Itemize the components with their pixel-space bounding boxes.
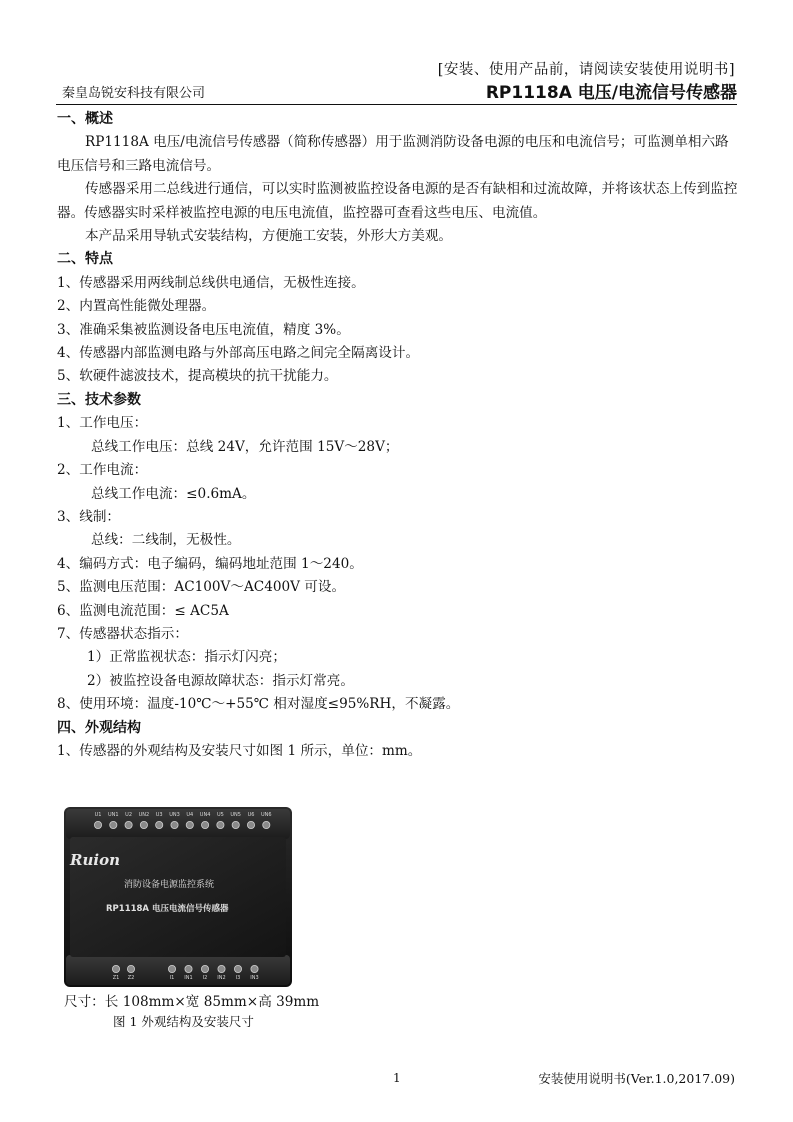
terminal-label: UN4 [199,812,211,818]
section-heading-appearance: 四、外观结构 [57,719,141,736]
spec-detail: 总线工作电压：总线 24V，允许范围 15V～28V； [91,438,399,455]
terminal-label: Z2 [127,975,135,981]
appearance-line: 1、传感器的外观结构及安装尺寸如图 1 所示，单位：mm。 [57,742,422,759]
feature-item: 1、传感器采用两线制总线供电通信，无极性连接。 [57,274,365,291]
terminal-label: IN2 [217,975,226,981]
terminal-screw [202,821,209,828]
spec-line: 8、使用环境：温度-10℃～+55℃ 相对湿度≤95%RH，不凝露。 [57,696,460,713]
spec-line: 5、监测电压范围：AC100V～AC400V 可设。 [57,579,346,596]
document-body [57,108,739,763]
terminal-screw [156,821,163,828]
spec-detail: 2）被监控设备电源故障状态：指示灯常亮。 [87,672,354,689]
section-heading-overview: 一、概述 [57,111,113,127]
terminal-label: U4 [186,812,194,818]
terminal-screw [186,821,193,828]
terminal-screw [112,965,119,972]
spec-detail: 总线：二线制，无极性。 [91,532,241,549]
terminal-label: IN3 [250,975,259,981]
terminal-screw [201,965,208,972]
terminal-label: I2 [202,975,208,981]
terminal-screw [251,965,258,972]
terminal-label: UN1 [108,812,119,818]
document-title: RP1118A 电压/电流信号传感器 [485,83,737,103]
terminal-label: UN3 [169,812,180,818]
overview-paragraph-3: 本产品采用导轨式安装结构，方便施工安装，外形大方美观。 [85,228,453,245]
spec-detail: 总线工作电流：≤0.6mA。 [91,485,256,502]
terminal-screw [232,821,239,828]
terminal-screw [185,965,192,972]
terminal-screw [171,821,178,828]
figure-caption: 图 1 外观结构及安装尺寸 [113,1014,254,1029]
device-model-label: RP1118A 电压电流信号传感器 [106,904,229,914]
section-heading-specs: 三、技术参数 [57,391,141,408]
terminal-label: IN1 [184,975,193,981]
feature-item: 4、传感器内部监测电路与外部高压电路之间完全隔离设计。 [57,345,420,362]
terminal-screw [263,821,270,828]
terminal-screw [94,821,101,828]
device-dimensions: 尺寸：长 108mm×宽 85mm×高 39mm [64,994,320,1010]
device-photo [60,805,296,990]
device-system-label: 消防设备电源监控系统 [124,880,215,890]
terminal-label: U5 [216,812,224,818]
terminal-label: Z1 [112,975,120,981]
terminal-screw [125,821,132,828]
terminal-screw [127,965,134,972]
terminal-label: UN5 [230,812,241,818]
terminal-screw [168,965,175,972]
terminal-label: UN6 [261,812,272,818]
feature-item: 2、内置高性能微处理器。 [57,298,216,315]
terminal-label: U2 [125,812,133,818]
footer-version: 安装使用说明书(Ver.1.0,2017.09) [538,1071,735,1086]
spec-line: 1、工作电压： [57,415,148,432]
page-number: 1 [393,1071,401,1085]
terminal-screw [247,821,254,828]
terminal-label: I3 [235,975,241,981]
spec-line: 7、传感器状态指示： [57,625,188,642]
feature-item: 5、软硬件滤波技术，提高模块的抗干扰能力。 [57,368,338,385]
terminal-screw [217,821,224,828]
header-note: [安装、使用产品前，请阅读安装使用说明书] [437,62,735,78]
terminal-label: U1 [94,812,102,818]
company-name: 秦皇岛锐安科技有限公司 [62,86,206,101]
overview-paragraph-2: 传感器采用二总线进行通信，可以实时监测被监控设备电源的是否有缺相和过流故障，并将该状态上传到监控器。传感器实时采样被监控电源的电压电流值，监控器可查看这些电压、电流值。 [57,181,738,221]
spec-detail: 1）正常监视状态：指示灯闪亮； [87,649,286,666]
header-divider [56,104,737,105]
terminal-label: UN2 [138,812,150,818]
terminal-screw [140,821,147,828]
spec-line: 3、线制： [57,508,121,525]
feature-item: 3、准确采集被监测设备电压电流值，精度 3%。 [57,321,350,338]
terminal-screw [110,821,117,828]
terminal-screw [218,965,225,972]
spec-line: 2、工作电流： [57,462,148,479]
terminal-label: I1 [169,975,175,981]
overview-paragraph-1: RP1118A 电压/电流信号传感器（简称传感器）用于监测消防设备电源的电压和电流信号；可监测单相六路电压信号和三路电流信号。 [57,134,729,174]
spec-line: 4、编码方式：电子编码，编码地址范围 1～240。 [57,555,363,572]
brand-logo: Ruion [70,851,120,869]
terminal-label: U6 [247,812,255,818]
terminal-label: U3 [155,812,163,818]
terminal-screw [234,965,241,972]
spec-line: 6、监测电流范围：≤ AC5A [57,602,229,619]
section-heading-features: 二、特点 [57,251,113,268]
